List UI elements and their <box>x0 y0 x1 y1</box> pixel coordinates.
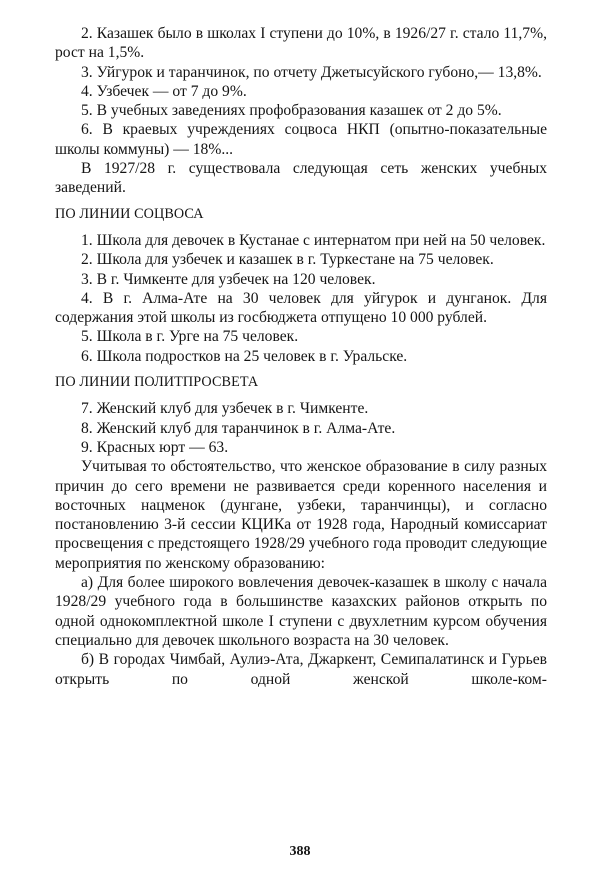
paragraph-item-5: 5. В учебных заведениях профобразования казашек от 2 до 5%. <box>81 102 502 120</box>
paragraph-item-3: 3. Уйгурок и таранчинок, по отчету Джетысуйского губоно,— 13,8%. <box>81 63 542 81</box>
list-item-school-kustanai: 1. Школа для девочек в Кустанае с интернатом при ней на 50 человек. <box>81 231 546 249</box>
paragraph-measures-intro: Учитывая то обстоятельство, что женское образование в силу разных причин до сего времени не развивается среди коренного населения и восточных нацменок (дунгане, узбеки, таранчинцы), и согласно постановлению 3-й сессии КЦИКа от 1928 года, Народный комиссариат просвещения с предстоящего 1928/29 учебного года проводит следующие мероприятия по женскому образованию: <box>55 458 547 572</box>
list-item-school-chimkent: 3. В г. Чимкенте для узбечек на 120 человек. <box>81 270 376 288</box>
page-text <box>55 24 547 689</box>
paragraph-item-4: 4. Узбечек — от 7 до 9%. <box>81 82 247 100</box>
section-heading-politprosvet: ПО ЛИНИИ ПОЛИТПРОСВЕТА <box>55 374 259 391</box>
paragraph-measure-a: а) Для более широкого вовлечения девочек-казашек в школу с начала 1928/29 учебного года в большинстве казахских районов открыть по одной однокомплектной школе I ступени с двухлетним курсом обучения специально для девочек школьного возраста на 30 человек. <box>55 574 547 649</box>
list-item-school-turkestan: 2. Школа для узбечек и казашек в г. Туркестане на 75 человек. <box>81 251 494 269</box>
page-number: 388 <box>289 844 311 859</box>
list-item-club-alma-ata: 8. Женский клуб для таранчинок в г. Алма-Ате. <box>81 419 396 437</box>
paragraph-measure-b: б) В городах Чимбай, Аулиэ-Ата, Джаркент, Семипалатинск и Гурьев открыть по одной женской школе-ком- <box>55 651 547 688</box>
list-item-red-yurts: 9. Красных юрт — 63. <box>81 438 229 456</box>
paragraph-network-intro: В 1927/28 г. существовала следующая сеть женских учебных заведений. <box>55 160 547 197</box>
paragraph-item-6: 6. В краевых учреждениях соцвоса НКП (опытно-показательные школы коммуны) — 18%... <box>55 121 547 158</box>
list-item-club-chimkent: 7. Женский клуб для узбечек в г. Чимкенте. <box>81 400 369 418</box>
paragraph-item-2: 2. Казашек было в школах I ступени до 10%, в 1926/27 г. стало 11,7%, рост на 1,5%. <box>55 25 547 62</box>
list-item-school-urga: 5. Школа в г. Урге на 75 человек. <box>81 328 299 346</box>
section-heading-socvos: ПО ЛИНИИ СОЦВОСА <box>55 205 204 222</box>
list-item-school-uralsk: 6. Школа подростков на 25 человек в г. Уральске. <box>81 347 408 365</box>
list-item-school-alma-ata: 4. В г. Алма-Ате на 30 человек для уйгурок и дунганок. Для содержания этой школы из госбюджета отпущено 10 000 рублей. <box>55 289 547 327</box>
